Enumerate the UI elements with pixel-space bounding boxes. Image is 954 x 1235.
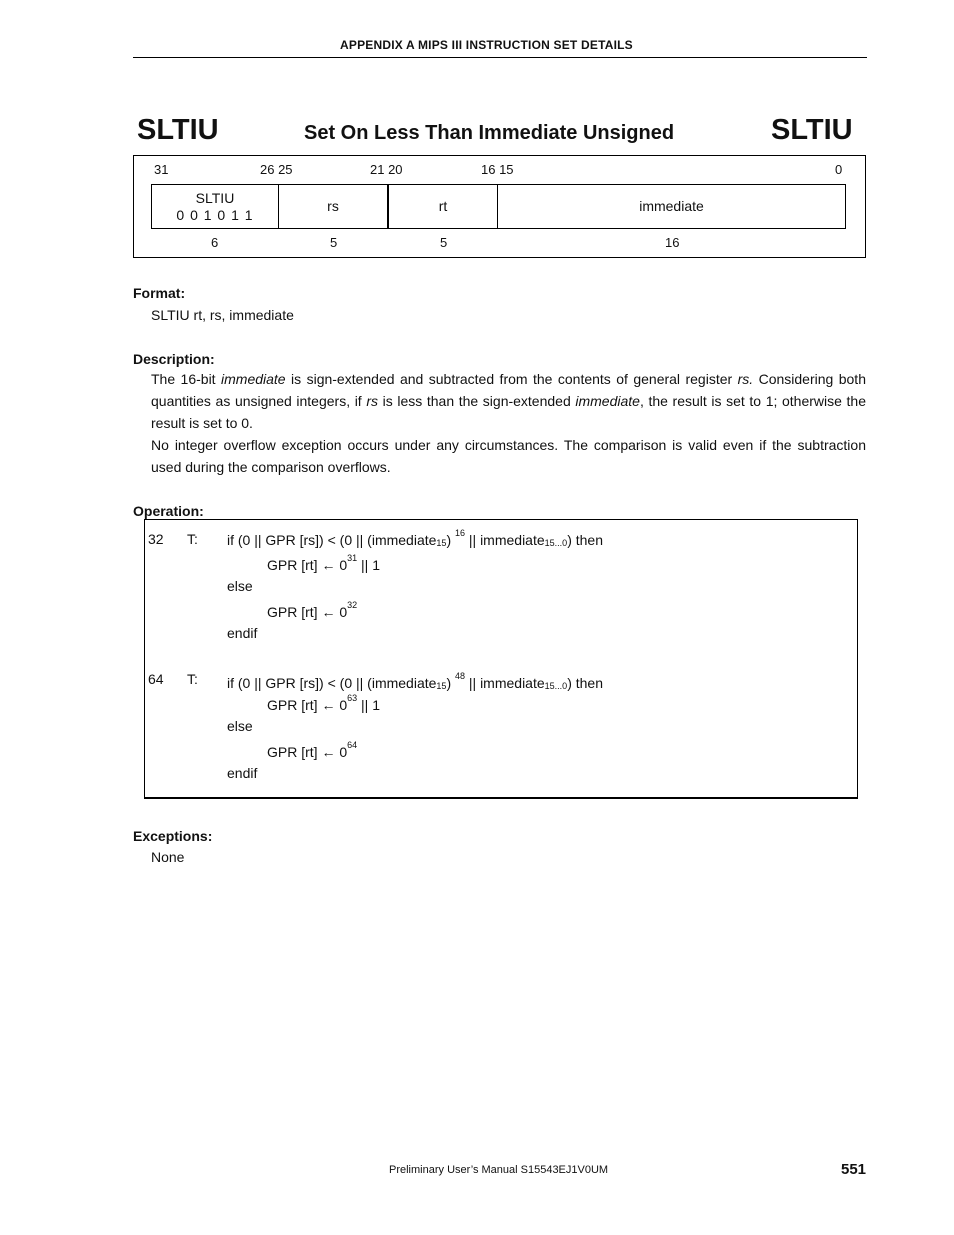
description-label: Description: — [133, 351, 215, 367]
field-immediate — [497, 184, 846, 229]
bit-number: 0 — [835, 162, 843, 177]
format-syntax: SLTIU rt, rs, immediate — [151, 307, 294, 323]
field-rs — [278, 184, 388, 229]
operation-endif: endif — [227, 625, 258, 641]
field-name: SLTIU — [195, 189, 235, 206]
operation-timing: T: — [187, 671, 198, 687]
operation-timing: T: — [187, 531, 198, 547]
field-width: 5 — [440, 235, 448, 250]
field-name: rt — [438, 198, 448, 214]
field-opcode — [151, 184, 279, 229]
operation-box — [144, 519, 858, 799]
page-number: 551 — [841, 1161, 867, 1178]
description-paragraph-1: The 16-bit immediate is sign-extended and subtracted from the contents of general register rs. Considering both quantities as unsigned integers, if rs is less than the sign-extended immediate, the result is set to 1; otherwise the result is set to 0. — [151, 371, 866, 431]
field-bits: 0 0 1 0 1 1 — [176, 206, 254, 223]
field-name: immediate — [639, 198, 704, 214]
exceptions-label: Exceptions: — [133, 828, 213, 844]
running-header: APPENDIX A MIPS III INSTRUCTION SET DETAILS — [340, 38, 633, 52]
operation-label: Operation: — [133, 503, 204, 519]
operation-if-line: if (0 || GPR [rs]) < (0 || (immediate$_{15}$) $^{16}$ || immediate$_{15...0}$) then — [227, 528, 603, 548]
mnemonic-left: SLTIU — [137, 114, 219, 146]
field-name: rs — [327, 198, 339, 214]
operation-then-line: GPR [rt] ← $0^{31}$ || 1 — [267, 553, 380, 573]
bit-number: 21 20 — [370, 162, 403, 177]
operation-else-line: GPR [rt] ← $0^{32}$ — [267, 600, 358, 620]
operation-mode-64: 64 — [148, 671, 164, 687]
description-paragraph-2: No integer overflow exception occurs under any circumstances. The comparison is valid even if the subtraction used during the comparison overflows. — [151, 437, 866, 475]
footer-manual-id: Preliminary User’s Manual S15543EJ1V0UM — [389, 1164, 609, 1176]
operation-mode-32: 32 — [148, 531, 164, 547]
operation-else: else — [227, 718, 253, 734]
mnemonic-right: SLTIU — [771, 114, 853, 146]
field-width: 16 — [665, 235, 680, 250]
operation-else-line: GPR [rt] ← $0^{64}$ — [267, 740, 358, 760]
instruction-title: Set On Less Than Immediate Unsigned — [304, 122, 675, 144]
bit-number: 31 — [154, 162, 169, 177]
bit-number: 26 25 — [260, 162, 293, 177]
operation-else: else — [227, 578, 253, 594]
field-rt — [387, 184, 498, 229]
operation-endif: endif — [227, 765, 258, 781]
header-rule — [133, 57, 867, 58]
exceptions-value: None — [151, 849, 185, 865]
bit-number: 16 15 — [481, 162, 514, 177]
format-label: Format: — [133, 285, 186, 301]
field-width: 5 — [330, 235, 338, 250]
field-width: 6 — [211, 235, 219, 250]
operation-if-line: if (0 || GPR [rs]) < (0 || (immediate$_{15}$) $^{48}$ || immediate$_{15...0}$) then — [227, 671, 603, 691]
operation-then-line: GPR [rt] ← $0^{63}$ || 1 — [267, 693, 380, 713]
